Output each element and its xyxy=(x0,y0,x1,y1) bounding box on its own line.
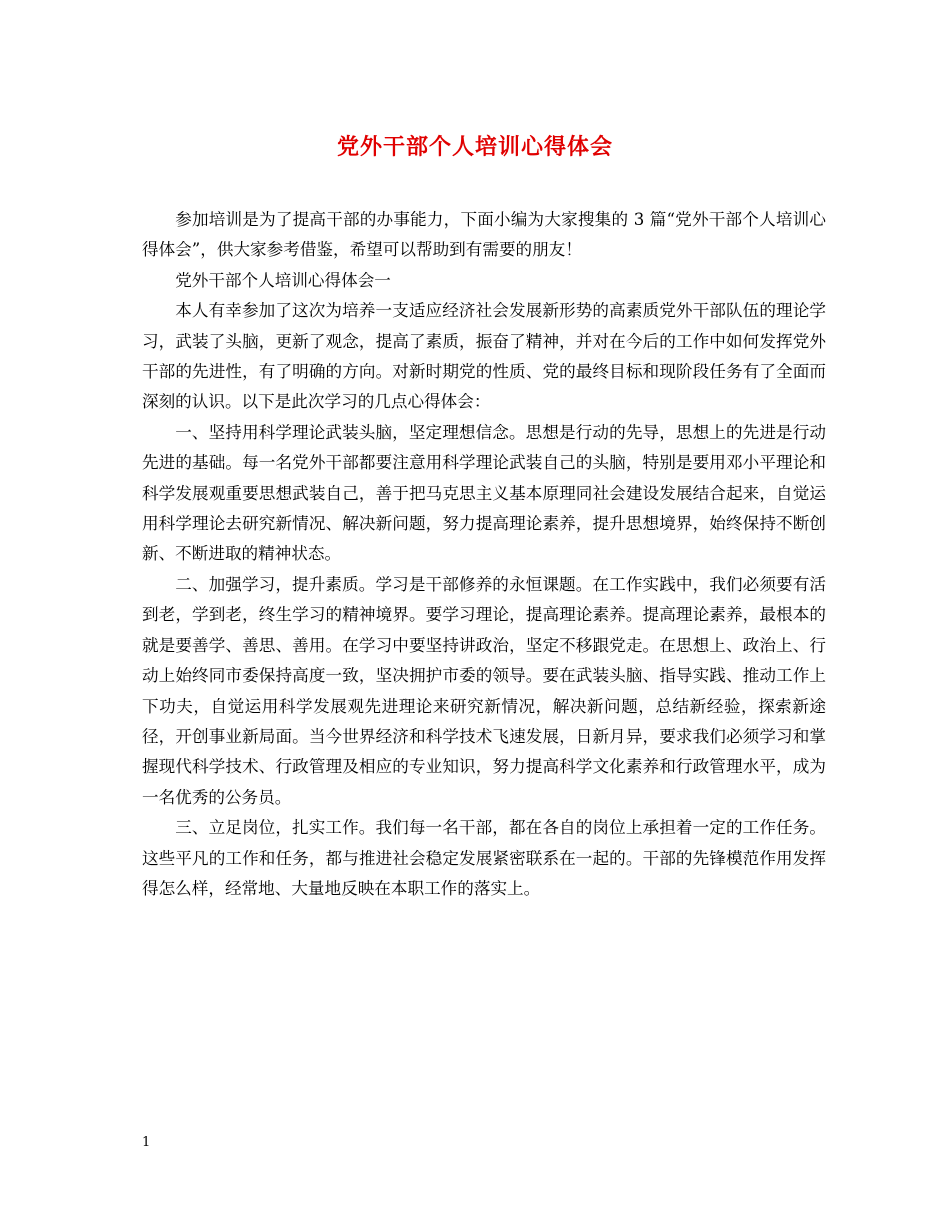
body-paragraph: 二、加强学习，提升素质。学习是干部修养的永恒课题。在工作实践中，我们必须要有活到老，学到老，终生学习的精神境界。要学习理论，提高理论素养。提高理论素养，最根本的就是要善学、善思、善用。在学习中要坚持讲政治，坚定不移跟党走。在思想上、政治上、行动上始终同市委保持高度一致，坚决拥护市委的领导。要在武装头脑、指导实践、推动工作上下功夫，自觉运用科学发展观先进理论来研究新情况，解决新问题，总结新经验，探索新途径，开创事业新局面。当今世界经济和科学技术飞速发展，日新月异，要求我们必须学习和掌握现代科学技术、行政管理及相应的专业知识，努力提高科学文化素养和行政管理水平，成为一名优秀的公务员。 xyxy=(142,574,826,807)
document-body xyxy=(142,205,826,904)
intro-paragraph: 参加培训是为了提高干部的办事能力，下面小编为大家搜集的 3 篇“党外干部个人培训心得体会”，供大家参考借鉴，希望可以帮助到有需要的朋友！ xyxy=(142,210,826,260)
body-paragraph: 三、立足岗位，扎实工作。我们每一名干部，都在各自的岗位上承担着一定的工作任务。这些平凡的工作和任务，都与推进社会稳定发展紧密联系在一起的。干部的先锋模范作用发挥得怎么样，经常地、大量地反映在本职工作的落实上。 xyxy=(142,818,826,898)
body-paragraph: 本人有幸参加了这次为培养一支适应经济社会发展新形势的高素质党外干部队伍的理论学习，武装了头脑，更新了观念，提高了素质，振奋了精神，并对在今后的工作中如何发挥党外干部的先进性，有了明确的方向。对新时期党的性质、党的最终目标和现阶段任务有了全面而深刻的认识。以下是此次学习的几点心得体会： xyxy=(142,301,826,412)
page-number: 1 xyxy=(142,1135,151,1150)
document-title: 党外干部个人培训心得体会 xyxy=(336,134,613,160)
section-heading: 党外干部个人培训心得体会一 xyxy=(175,270,391,290)
body-paragraph: 一、坚持用科学理论武装头脑，坚定理想信念。思想是行动的先导，思想上的先进是行动先进的基础。每一名党外干部都要注意用科学理论武装自己的头脑，特别是要用邓小平理论和科学发展观重要思想武装自己，善于把马克思主义基本原理同社会建设发展结合起来，自觉运用科学理论去研究新情况、解决新问题，努力提高理论素养，提升思想境界，始终保持不断创新、不断进取的精神状态。 xyxy=(142,422,826,564)
